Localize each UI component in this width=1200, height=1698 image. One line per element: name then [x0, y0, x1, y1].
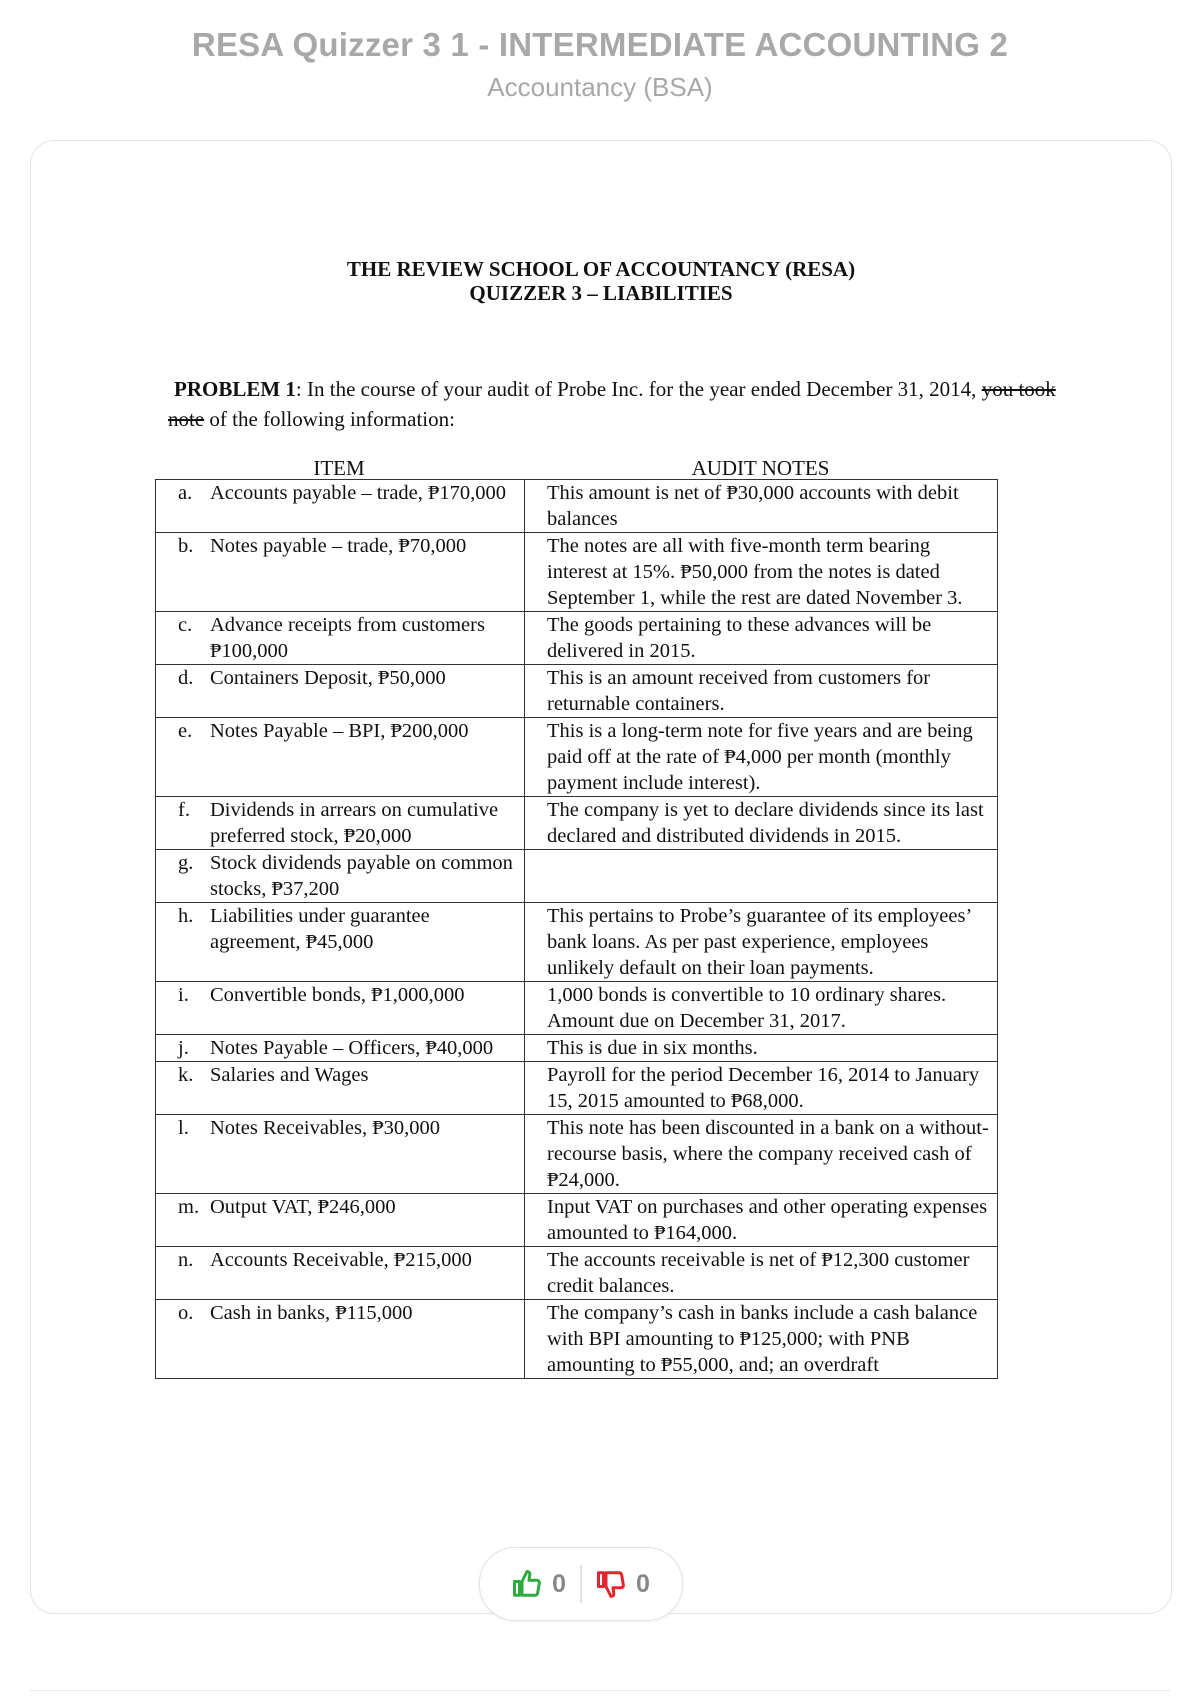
audit-note-cell: This is an amount received from customers for returnable containers.: [525, 665, 998, 718]
item-label: Advance receipts from customers ₱100,000: [210, 614, 485, 662]
table-row: [156, 1062, 998, 1115]
item-cell: [156, 480, 525, 533]
item-cell: [156, 1300, 525, 1379]
item-cell: [156, 1115, 525, 1194]
item-label: Cash in banks, ₱115,000: [210, 1302, 413, 1324]
audit-note-cell: The company is yet to declare dividends since its last declared and distributed dividends in 2015.: [525, 797, 998, 850]
audit-note-cell: The notes are all with five-month term bearing interest at 15%. ₱50,000 from the notes is dated September 1, while the rest are dated November 3.: [525, 533, 998, 612]
audit-note-cell: This amount is net of ₱30,000 accounts with debit balances: [525, 480, 998, 533]
item-cell: [156, 982, 525, 1035]
document-heading-quizzer: QUIZZER 3 – LIABILITIES: [469, 281, 733, 305]
item-label: Accounts Receivable, ₱215,000: [210, 1249, 472, 1271]
audit-note-cell: The accounts receivable is net of ₱12,300 customer credit balances.: [525, 1247, 998, 1300]
column-header-audit-notes: AUDIT NOTES: [691, 456, 830, 480]
items-table: [155, 479, 998, 1379]
table-row: [156, 612, 998, 665]
item-cell: [156, 797, 525, 850]
document-preview: [31, 141, 1171, 1613]
item-letter: n.: [178, 1249, 194, 1271]
item-cell: [156, 612, 525, 665]
item-letter: f.: [178, 799, 190, 821]
audit-note-cell: The company’s cash in banks include a cash balance with BPI amounting to ₱125,000; with PNB amounting to ₱55,000, and; an overdraft: [525, 1300, 998, 1379]
audit-note-cell: This pertains to Probe’s guarantee of its employees’ bank loans. As per past experience, employees unlikely default on their loan payments.: [525, 903, 998, 982]
table-row: [156, 1035, 998, 1062]
table-row: [156, 533, 998, 612]
item-cell: [156, 718, 525, 797]
vote-bar: [479, 1547, 683, 1621]
item-label: Dividends in arrears on cumulative preferred stock, ₱20,000: [210, 799, 499, 847]
table-row: [156, 1300, 998, 1379]
page-subtitle: Accountancy (BSA): [487, 72, 713, 102]
table-row: [156, 903, 998, 982]
table-row: [156, 718, 998, 797]
page-header: [0, 0, 1200, 102]
item-label: Convertible bonds, ₱1,000,000: [210, 984, 465, 1006]
item-cell: [156, 850, 525, 903]
problem-label: PROBLEM 1: [174, 377, 296, 401]
problem-struck-text: you took note: [168, 377, 1056, 431]
problem-rest: of the following information:: [204, 407, 455, 431]
problem-statement: [168, 374, 1068, 434]
item-letter: i.: [178, 984, 189, 1006]
item-cell: [156, 665, 525, 718]
item-letter: k.: [178, 1064, 194, 1086]
dislike-button[interactable]: [582, 1569, 664, 1599]
item-label: Output VAT, ₱246,000: [210, 1196, 396, 1218]
item-label: Notes Receivables, ₱30,000: [210, 1117, 441, 1139]
item-label: Notes Payable – BPI, ₱200,000: [210, 720, 469, 742]
next-card-edge: [30, 1690, 1170, 1691]
page-title: RESA Quizzer 3 1 - INTERMEDIATE ACCOUNTING 2: [191, 26, 1009, 63]
item-label: Accounts payable – trade, ₱170,000: [210, 482, 507, 504]
item-label: Stock dividends payable on common stocks, ₱37,200: [210, 852, 513, 900]
audit-note-cell: The goods pertaining to these advances will be delivered in 2015.: [525, 612, 998, 665]
table-row: [156, 982, 998, 1035]
item-letter: c.: [178, 614, 193, 636]
item-letter: e.: [178, 720, 193, 742]
audit-note-cell: [525, 850, 998, 903]
dislike-count: 0: [636, 1569, 650, 1598]
audit-note-cell: This note has been discounted in a bank on a without-recourse basis, where the company received cash of ₱24,000.: [525, 1115, 998, 1194]
item-label: Notes Payable – Officers, ₱40,000: [210, 1037, 494, 1059]
item-letter: l.: [178, 1117, 189, 1139]
item-letter: o.: [178, 1302, 194, 1324]
column-header-item: ITEM: [313, 456, 365, 480]
document-card: [30, 140, 1172, 1614]
item-letter: h.: [178, 905, 194, 927]
table-row: [156, 850, 998, 903]
item-cell: [156, 903, 525, 982]
item-cell: [156, 1035, 525, 1062]
item-cell: [156, 1194, 525, 1247]
table-row: [156, 1115, 998, 1194]
table-row: [156, 1194, 998, 1247]
item-label: Salaries and Wages: [210, 1064, 369, 1086]
item-label: Containers Deposit, ₱50,000: [210, 667, 446, 689]
document-heading-school: THE REVIEW SCHOOL OF ACCOUNTANCY (RESA): [346, 257, 856, 281]
like-count: 0: [552, 1569, 566, 1598]
like-button[interactable]: [498, 1569, 580, 1599]
item-cell: [156, 533, 525, 612]
audit-note-cell: This is a long-term note for five years and are being paid off at the rate of ₱4,000 per month (monthly payment include interest).: [525, 718, 998, 797]
table-row: [156, 1247, 998, 1300]
item-cell: [156, 1062, 525, 1115]
audit-note-cell: This is due in six months.: [525, 1035, 998, 1062]
item-letter: a.: [178, 482, 193, 504]
item-label: Notes payable – trade, ₱70,000: [210, 535, 467, 557]
table-row: [156, 665, 998, 718]
item-letter: b.: [178, 535, 194, 557]
table-row: [156, 480, 998, 533]
item-letter: d.: [178, 667, 194, 689]
item-letter: j.: [178, 1037, 189, 1059]
table-row: [156, 797, 998, 850]
item-letter: g.: [178, 852, 194, 874]
problem-text: : In the course of your audit of Probe Inc. for the year ended December 31, 2014,: [295, 377, 977, 401]
thumbs-down-icon: [596, 1569, 626, 1599]
thumbs-up-icon: [512, 1569, 542, 1599]
audit-note-cell: Input VAT on purchases and other operating expenses amounted to ₱164,000.: [525, 1194, 998, 1247]
audit-note-cell: 1,000 bonds is convertible to 10 ordinary shares. Amount due on December 31, 2017.: [525, 982, 998, 1035]
audit-note-cell: Payroll for the period December 16, 2014 to January 15, 2015 amounted to ₱68,000.: [525, 1062, 998, 1115]
item-label: Liabilities under guarantee agreement, ₱45,000: [210, 905, 430, 953]
item-cell: [156, 1247, 525, 1300]
item-letter: m.: [178, 1196, 200, 1218]
